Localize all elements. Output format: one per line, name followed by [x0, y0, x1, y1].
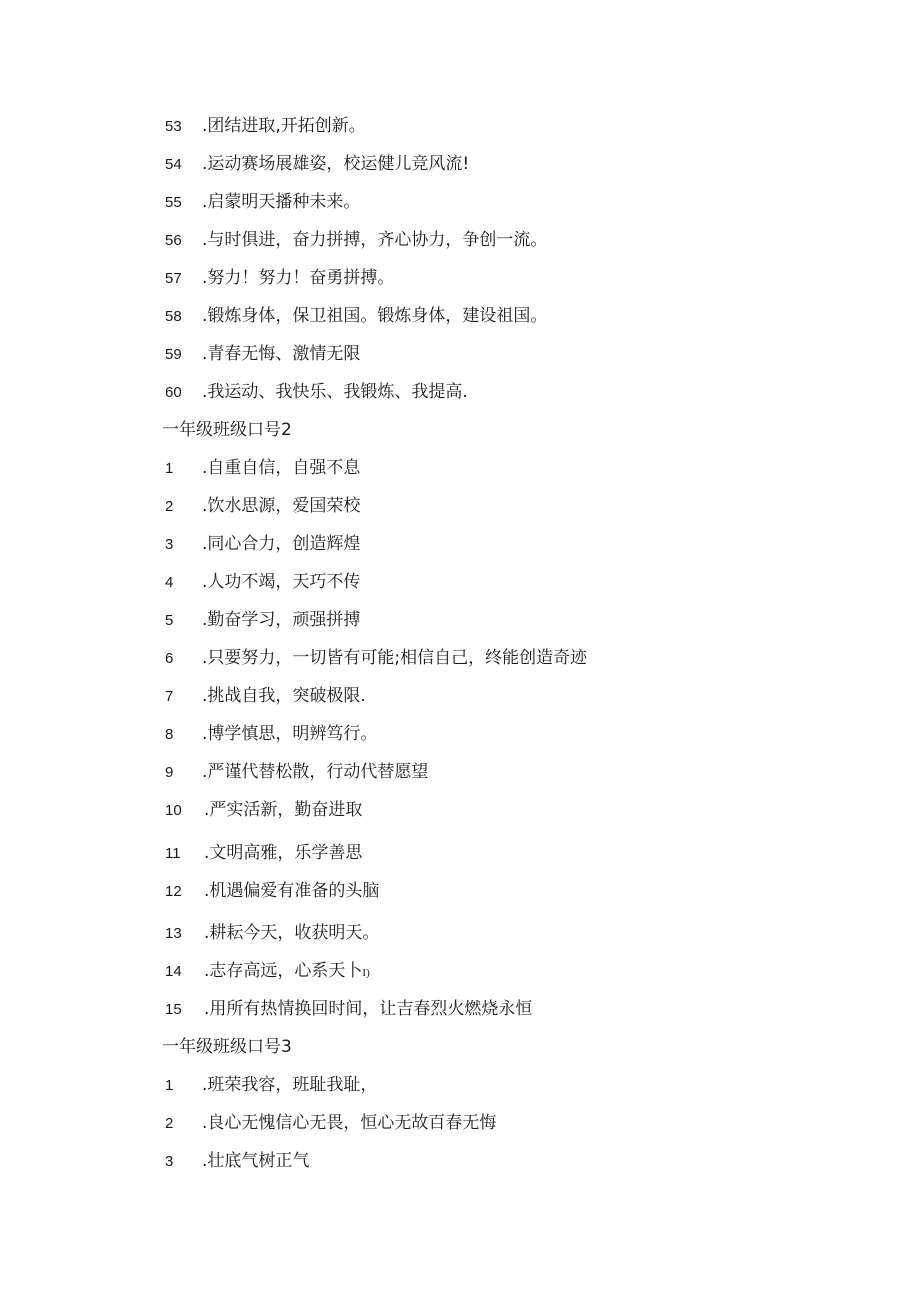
item-text: .挑战自我，突破极限.: [202, 686, 366, 706]
list-item: [165, 1112, 496, 1135]
item-text: .博学慎思，明辨笃行。: [202, 724, 378, 744]
item-number: 55: [165, 194, 182, 211]
item-text: .文明高雅，乐学善思: [204, 843, 363, 863]
item-number: 9: [165, 764, 174, 781]
item-number: 60: [165, 384, 182, 401]
item-number: 2: [165, 1115, 174, 1132]
list-item: [165, 191, 360, 214]
item-number: 56: [165, 232, 182, 249]
list-item: [165, 571, 360, 594]
item-number: 7: [165, 688, 174, 705]
list-item: [165, 533, 360, 556]
list-item: [165, 761, 428, 784]
list-item: [165, 1074, 377, 1097]
list-item: [165, 723, 377, 746]
list-item: [165, 960, 370, 984]
item-number: 5: [165, 612, 174, 629]
item-text: .努力！努力！奋勇拼搏。: [202, 268, 395, 288]
item-text: .青春无悔、激情无限: [202, 344, 361, 364]
item-number: 15: [165, 1001, 182, 1018]
item-number: 4: [165, 574, 174, 591]
item-text: .壮底气树正气: [202, 1151, 310, 1171]
item-text: .同心合力，创造辉煌: [202, 534, 361, 554]
item-text: .班荣我容，班耻我耻，: [202, 1075, 378, 1095]
list-item: [165, 495, 360, 518]
item-number: 14: [165, 963, 182, 980]
list-item: [165, 381, 468, 404]
item-number: 10: [165, 802, 182, 819]
list-item: [165, 685, 366, 708]
item-number: 11: [165, 845, 181, 862]
list-item: [165, 998, 532, 1021]
item-text: .志存高远，心系天卜: [204, 961, 363, 981]
section-heading: 一年级班级口号2: [162, 420, 292, 440]
item-text: .良心无愧信心无畏，恒心无故百春无悔: [202, 1113, 497, 1133]
item-text: .严谨代替松散，行动代替愿望: [202, 762, 429, 782]
item-text: .人功不竭，天巧不传: [202, 572, 361, 592]
list-item: [165, 153, 469, 176]
item-text: .勤奋学习，顽强拼搏: [202, 610, 361, 630]
list-item: [165, 229, 547, 252]
item-number: 2: [165, 498, 174, 515]
item-number: 57: [165, 270, 182, 287]
section-heading: 一年级班级口号3: [162, 1037, 292, 1057]
list-item: [165, 343, 360, 366]
item-text: .用所有热情换回时间，让吉春烈火燃烧永恒: [204, 999, 533, 1019]
list-item: [165, 922, 379, 945]
list-item: [165, 609, 360, 632]
item-suffix: I): [362, 967, 370, 979]
list-item: [165, 115, 366, 138]
item-text: .运动赛场展雄姿，校运健儿竞风流!: [202, 154, 470, 174]
item-text: .启蒙明天播种未来。: [202, 192, 361, 212]
list-item: [165, 1150, 309, 1173]
item-number: 8: [165, 726, 174, 743]
list-item: [165, 267, 394, 290]
item-text: .与时俱进，奋力拼搏，齐心协力，争创一流。: [202, 230, 548, 250]
item-text: .耕耘今天，收获明天。: [204, 923, 380, 943]
list-item: [165, 799, 362, 822]
item-text: .我运动、我快乐、我锻炼、我提高.: [202, 382, 468, 402]
item-number: 53: [165, 118, 182, 135]
item-number: 6: [165, 650, 174, 667]
item-text: .饮水思源，爱国荣校: [202, 496, 361, 516]
list-item: [165, 842, 362, 865]
item-text: .机遇偏爱有准备的头脑: [204, 881, 380, 901]
item-text: .自重自信，自强不息: [202, 458, 361, 478]
list-item: [165, 647, 587, 670]
list-item: [165, 457, 360, 480]
item-number: 3: [165, 1153, 174, 1170]
list-item: [165, 880, 379, 903]
item-text: .严实活新，勤奋进取: [204, 800, 363, 820]
item-number: 54: [165, 156, 182, 173]
item-text: .锻炼身体，保卫祖国。锻炼身体，建设祖国。: [202, 306, 548, 326]
list-item: [165, 305, 547, 328]
item-number: 1: [165, 1077, 174, 1094]
item-text: .只要努力，一切皆有可能;相信自己，终能创造奇迹: [202, 648, 588, 668]
item-number: 1: [165, 460, 174, 477]
item-number: 58: [165, 308, 182, 325]
item-number: 13: [165, 925, 182, 942]
item-number: 59: [165, 346, 182, 363]
item-text: .团结进取,开拓创新。: [202, 116, 366, 136]
item-number: 12: [165, 883, 182, 900]
item-number: 3: [165, 536, 174, 553]
